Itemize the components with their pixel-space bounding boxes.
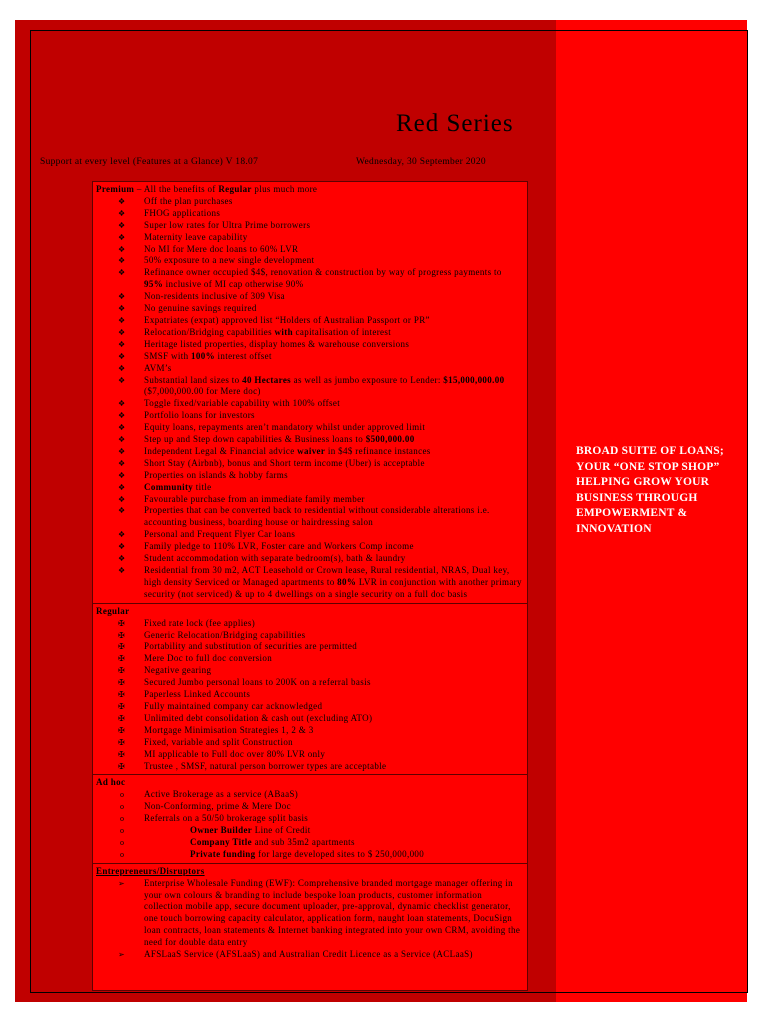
premium-item [96,196,523,208]
list-item-text: Equity loans, repayments aren’t mandatory whilst under approved limit [144,422,426,433]
list-item-text: Short Stay (Airbnb), bonus and Short term income (Uber) is acceptable [144,457,425,468]
bullet-icon: ❖ [118,494,126,504]
list-item-text: Step up and Step down capabilities & Business loans to $500,000.00 [144,434,415,445]
regular-item [96,725,523,737]
premium-item [96,422,523,434]
bullet-icon: ✠ [118,618,126,628]
list-item-text: Expatriates (expat) approved list “Holders of Australian Passport or PR” [144,314,430,325]
regular-item [96,749,523,761]
bullet-icon: ✠ [118,761,126,771]
bullet-icon: ❖ [118,542,126,552]
disruptors-item [96,878,523,949]
regular-item [96,701,523,713]
bullet-icon: ❖ [118,339,126,349]
bullet-icon: ❖ [118,423,126,433]
list-item-text: Unlimited debt consolidation & cash out (excluding ATO) [144,712,373,723]
list-item-text: Fixed rate lock (fee applies) [144,617,256,628]
bullet-icon: ❖ [118,292,126,302]
premium-item [96,482,523,494]
adhoc-item [96,813,523,825]
list-item-text: SMSF with 100% interest offset [144,350,272,361]
adhoc-item [96,801,523,813]
list-item-text: Super low rates for Ultra Prime borrowers [144,219,311,230]
regular-item [96,665,523,677]
bullet-icon: ✠ [118,666,126,676]
list-item-text: Non-Conforming, prime & Mere Doc [144,801,291,812]
premium-item [96,291,523,303]
premium-item [96,470,523,482]
premium-item [96,208,523,220]
bullet-icon: ✠ [118,654,126,664]
bullet-icon: ✠ [118,690,126,700]
bullet-icon: ➢ [118,878,126,888]
premium-item [96,303,523,315]
list-item-text: Refinance owner occupied $4$, renovation & construction by way of progress payments to 95% inclusive of MI cap otherwise 90% [144,267,502,290]
adhoc-item [96,825,523,837]
list-item-text: Mortgage Minimisation Strategies 1, 2 & 3 [144,724,314,735]
premium-item [96,232,523,244]
list-item-text: Referrals on a 50/50 brokerage split basis [144,813,309,824]
list-item-text: Maternity leave capability [144,231,248,242]
premium-item [96,267,523,291]
bullet-icon: ❖ [118,554,126,564]
list-item-text: AFSLaaS Service (AFSLaaS) and Australian Credit Licence as a Service (ACLaaS) [144,949,473,960]
regular-item [96,677,523,689]
list-item-text: Off the plan purchases [144,195,233,206]
list-item-text: No MI for Mere doc loans to 60% LVR [144,243,299,254]
premium-list [96,196,523,601]
bullet-icon: ❖ [118,327,126,337]
bullet-icon: ✠ [118,678,126,688]
list-item-text: Mere Doc to full doc conversion [144,653,273,664]
page-title: Red Series [396,110,514,137]
disruptors-heading: Entrepreneurs/Disruptors [96,865,205,876]
bullet-icon: ❖ [118,435,126,445]
bullet-icon: o [120,802,125,812]
bullet-icon: ❖ [118,458,126,468]
premium-intro [96,184,523,196]
list-item-text: MI applicable to Full doc over 80% LVR only [144,748,326,759]
regular-item [96,689,523,701]
bullet-icon: ✠ [118,630,126,640]
list-item-text: Heritage listed properties, display homes & warehouse conversions [144,338,410,349]
disruptors-list [96,878,523,961]
list-item-text: Generic Relocation/Bridging capabilities [144,629,306,640]
bullet-icon: o [120,790,125,800]
bullet-icon: o [120,849,125,859]
list-item-text: Non-residents inclusive of 309 Visa [144,291,286,302]
bullet-icon: o [120,826,125,836]
bullet-icon: ❖ [118,482,126,492]
premium-item [96,375,523,399]
premium-item [96,410,523,422]
adhoc-section [93,775,527,863]
list-item-text: Fixed, variable and split Construction [144,736,294,747]
premium-item [96,553,523,565]
adhoc-item [96,789,523,801]
disruptors-item [96,949,523,961]
premium-item [96,434,523,446]
list-item-text: Portfolio loans for investors [144,410,255,421]
list-item-text: Company Title and sub 35m2 apartments [190,836,355,847]
premium-item [96,327,523,339]
adhoc-list [96,789,523,860]
regular-item [96,641,523,653]
premium-item [96,351,523,363]
list-item-text: Toggle fixed/variable capability with 100% offset [144,398,341,409]
bullet-icon: ❖ [118,244,126,254]
premium-intro-pre: – All the benefits of [134,184,219,194]
premium-item [96,398,523,410]
bullet-icon: ✠ [118,642,126,652]
premium-item [96,220,523,232]
bullet-icon: ❖ [118,220,126,230]
bullet-icon: o [120,837,125,847]
bullet-icon: ❖ [118,268,126,278]
bullet-icon: ❖ [118,232,126,242]
list-item-text: Properties that can be converted back to residential without considerable alterations i.e. accounting business, boarding house or hairdressing salon [144,505,490,528]
list-item-text: Portability and substitution of securities are permitted [144,641,358,652]
adhoc-item [96,849,523,861]
list-item-text: FHOG applications [144,207,221,218]
bullet-icon: ❖ [118,399,126,409]
bullet-icon: ❖ [118,506,126,516]
list-item-text: Student accommodation with separate bedroom(s), bath & laundry [144,553,406,564]
list-item-text: Favourable purchase from an immediate family member [144,493,365,504]
premium-item [96,505,523,529]
premium-section [93,182,527,604]
list-item-text: Residential from 30 m2, ACT Leasehold or Crown lease, Rural residential, NRAS, Dual key, high density Serviced or Managed apartments to 80% LVR in conjunction with another primary security (not serviced) & up to 4 dwellings on a single security on a full doc basis [144,565,522,599]
list-item-text: Properties on islands & hobby farms [144,469,288,480]
bullet-icon: ❖ [118,566,126,575]
premium-item [96,541,523,553]
regular-item [96,761,523,773]
bullet-icon: ❖ [118,315,126,325]
premium-item [96,458,523,470]
list-item-text: Relocation/Bridging capabilities with capitalisation of interest [144,326,392,337]
premium-item [96,244,523,256]
page-subtitle: Support at every level (Features at a Glance) V 18.07 [40,157,259,167]
premium-item [96,315,523,327]
regular-item [96,713,523,725]
premium-item [96,339,523,351]
bullet-icon: ❖ [118,351,126,361]
list-item-text: Negative gearing [144,665,212,676]
features-table [92,181,528,991]
list-item-text: Secured Jumbo personal loans to 200K on a referral basis [144,677,371,688]
premium-item [96,565,523,601]
premium-intro-post: plus much more [251,184,318,194]
bullet-icon: ❖ [118,530,126,540]
regular-section [93,604,527,776]
bullet-icon: o [120,814,125,824]
premium-item [96,255,523,267]
bullet-icon: ❖ [118,375,126,385]
regular-item [96,630,523,642]
disruptors-section [93,864,527,963]
bullet-icon: ❖ [118,411,126,421]
list-item-text: Paperless Linked Accounts [144,689,251,700]
regular-list [96,618,523,773]
premium-heading: Premium [96,184,135,194]
premium-intro-bold: Regular [218,184,252,194]
sidebar-tagline: BROAD SUITE OF LOANS; YOUR “ONE STOP SHOP” HELPING GROW YOUR BUSINESS THROUGH EMPOWERMENT & INNOVATION [576,445,724,535]
bullet-icon: ❖ [118,196,126,206]
adhoc-item [96,837,523,849]
bullet-icon: ✠ [118,725,126,735]
bullet-icon: ❖ [118,208,126,218]
list-item-text: Owner Builder Line of Credit [190,825,311,836]
page-date: Wednesday, 30 September 2020 [356,157,486,167]
list-item-text: Fully maintained company car acknowledged [144,700,323,711]
bullet-icon: ❖ [118,446,126,456]
list-item-text: Community title [144,481,212,492]
bullet-icon: ❖ [118,470,126,480]
list-item-text: Independent Legal & Financial advice waiver in $4$ refinance instances [144,445,431,456]
bullet-icon: ❖ [118,304,126,314]
regular-heading: Regular [96,605,130,616]
bullet-icon: ✠ [118,749,126,759]
list-item-text: Personal and Frequent Flyer Car loans [144,529,296,540]
list-item-text: 50% exposure to a new single development [144,255,315,266]
list-item-text: Active Brokerage as a service (ABaaS) [144,789,299,800]
premium-item [96,529,523,541]
regular-item [96,653,523,665]
list-item-text: Enterprise Wholesale Funding (EWF): Comprehensive branded mortgage manager offering in your own colours & branding to include bespoke loan products, customer information collection mobile app, secure document uploader, pre-approval, dynamic checklist generator, one touch borrowing capacity calculator, application form, naught loan statements, DocuSign loan contracts, loan statements & Internet banking integrated into your own CRM, avoiding the need for double data entry [144,877,521,948]
adhoc-heading: Ad hoc [96,777,126,788]
bullet-icon: ❖ [118,256,126,266]
regular-item [96,737,523,749]
bullet-icon: ➢ [118,950,126,960]
list-item-text: Substantial land sizes to 40 Hectares as well as jumbo exposure to Lender: $15,000,000.00 ($7,000,000.00 for Mere doc) [144,374,505,397]
bullet-icon: ✠ [118,737,126,747]
list-item-text: Trustee , SMSF, natural person borrower types are acceptable [144,760,387,771]
list-item-text: Family pledge to 110% LVR, Foster care and Workers Comp income [144,541,414,552]
bullet-icon: ✠ [118,701,126,711]
list-item-text: Private funding for large developed sites to $ 250,000,000 [190,848,425,859]
premium-item [96,494,523,506]
list-item-text: No genuine savings required [144,303,257,314]
bullet-icon: ❖ [118,363,126,373]
regular-item [96,618,523,630]
bullet-icon: ✠ [118,713,126,723]
list-item-text: AVM’s [144,362,172,373]
premium-item [96,446,523,458]
premium-item [96,363,523,375]
